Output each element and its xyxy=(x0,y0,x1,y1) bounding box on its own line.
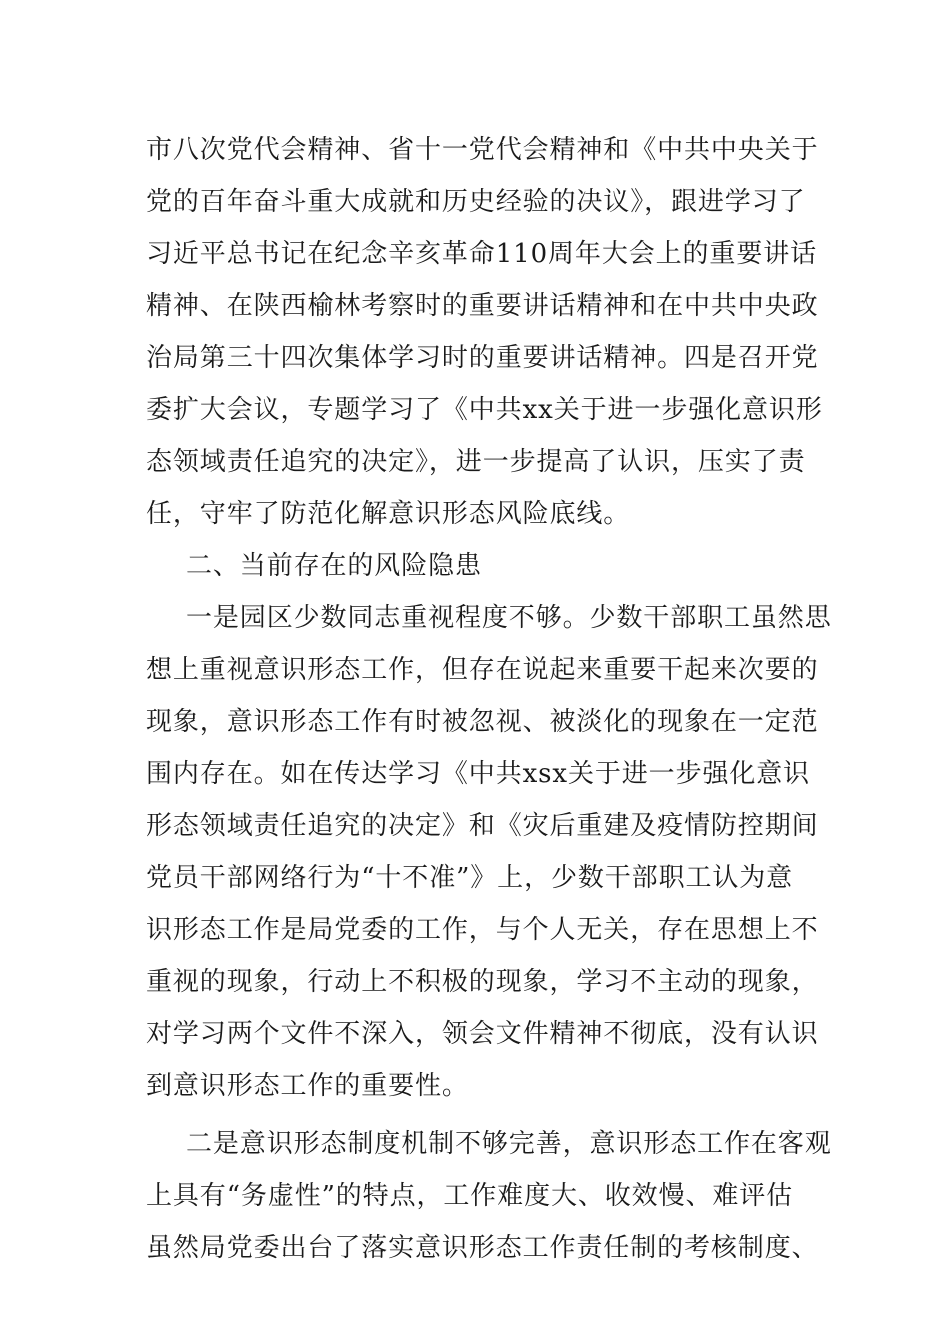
section-heading: 二、当前存在的风险隐患 xyxy=(186,551,482,581)
paragraph-1-line-6: 委扩大会议，专题学习了《中共xx关于进一步强化意识形 xyxy=(146,395,823,425)
paragraph-1-line-7: 态领域责任追究的决定》，进一步提高了认识，压实了责 xyxy=(146,447,806,477)
paragraph-2-line-6: 党员干部网络行为“十不准”》上，少数干部职工认为意 xyxy=(146,863,794,893)
paragraph-1-line-8: 任，守牢了防范化解意识形态风险底线。 xyxy=(146,499,631,529)
paragraph-2-line-10: 到意识形态工作的重要性。 xyxy=(146,1071,469,1101)
paragraph-3-line-1: 二是意识形态制度机制不够完善，意识形态工作在客观 xyxy=(186,1129,832,1159)
paragraph-2-line-1: 一是园区少数同志重视程度不够。少数干部职工虽然思 xyxy=(186,603,832,633)
paragraph-2-line-8: 重视的现象，行动上不积极的现象，学习不主动的现象， xyxy=(146,967,819,997)
paragraph-2-line-4: 围内存在。如在传达学习《中共xsx关于进一步强化意识 xyxy=(146,759,811,789)
paragraph-1-line-4: 精神、在陕西榆林考察时的重要讲话精神和在中共中央政 xyxy=(146,291,819,321)
paragraph-1-line-3: 习近平总书记在纪念辛亥革命110周年大会上的重要讲话 xyxy=(146,239,818,269)
paragraph-1-line-5: 治局第三十四次集体学习时的重要讲话精神。四是召开党 xyxy=(146,343,819,373)
paragraph-3-line-3: 虽然局党委出台了落实意识形态工作责任制的考核制度、 xyxy=(146,1233,819,1263)
paragraph-3-line-2: 上具有“务虚性”的特点，工作难度大、收效慢、难评估 xyxy=(146,1181,794,1211)
paragraph-1-line-2: 党的百年奋斗重大成就和历史经验的决议》，跟进学习了 xyxy=(146,187,806,217)
paragraph-2-line-2: 想上重视意识形态工作，但存在说起来重要干起来次要的 xyxy=(146,655,819,685)
paragraph-2-line-3: 现象，意识形态工作有时被忽视、被淡化的现象在一定范 xyxy=(146,707,819,737)
paragraph-2-line-9: 对学习两个文件不深入，领会文件精神不彻底，没有认识 xyxy=(146,1019,819,1049)
paragraph-1-line-1: 市八次党代会精神、省十一党代会精神和《中共中央关于 xyxy=(146,135,819,165)
paragraph-2-line-5: 形态领域责任追究的决定》和《灾后重建及疫情防控期间 xyxy=(146,811,819,841)
paragraph-2-line-7: 识形态工作是局党委的工作，与个人无关，存在思想上不 xyxy=(146,915,819,945)
